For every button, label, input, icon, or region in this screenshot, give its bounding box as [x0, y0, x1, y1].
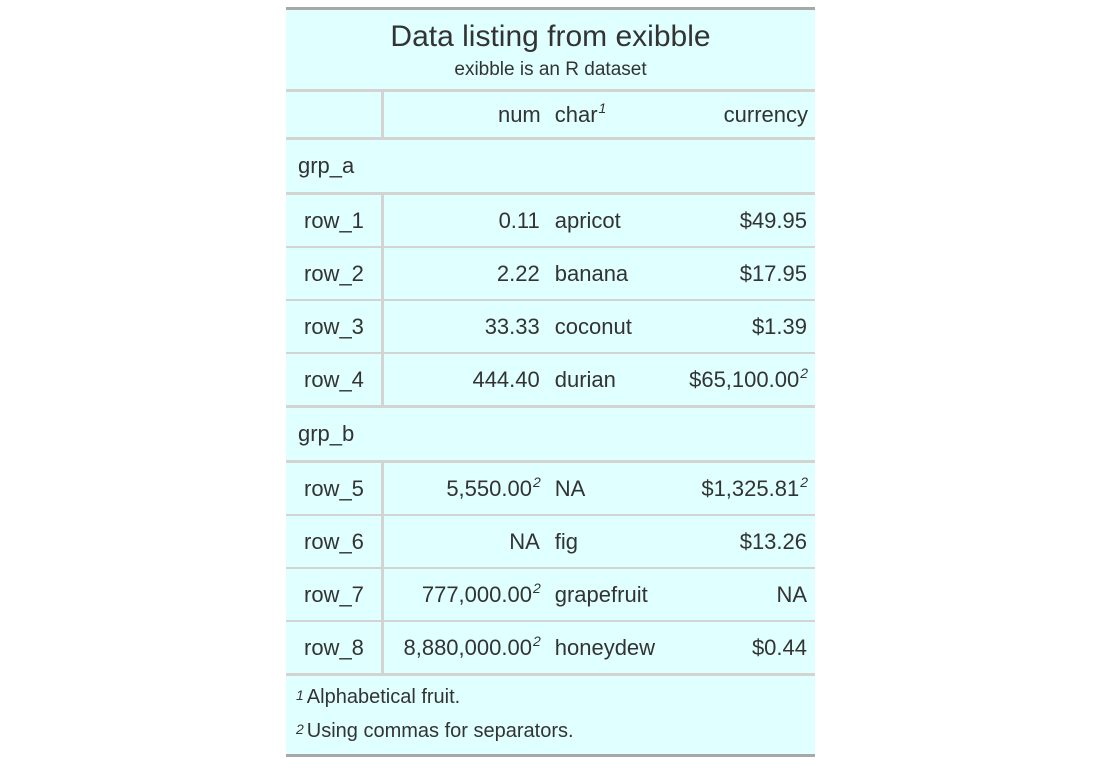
cell-char-value: banana — [554, 260, 629, 286]
stub-header — [286, 91, 383, 139]
cell-char — [548, 300, 672, 353]
table-body — [286, 139, 815, 675]
row-stub-value: row_2 — [304, 260, 364, 286]
data-table-container — [286, 7, 815, 757]
row-group-header — [286, 139, 815, 194]
footnote — [296, 676, 805, 713]
cell-currency-value: $13.26 — [739, 528, 807, 554]
cell-num-value: 8,880,000.00 — [403, 634, 532, 660]
table-row — [286, 568, 815, 621]
table-row — [286, 300, 815, 353]
table-title: Data listing from exibble — [390, 20, 711, 53]
row-stub — [286, 568, 383, 621]
cell-char — [548, 515, 672, 568]
table-row — [286, 515, 815, 568]
data-table — [286, 7, 815, 757]
cell-currency-value: $0.44 — [751, 634, 807, 660]
table-row — [286, 194, 815, 248]
row-stub — [286, 621, 383, 675]
cell-char — [548, 194, 672, 248]
cell-char — [548, 568, 672, 621]
cell-char-value: durian — [554, 366, 616, 392]
row-stub-value: row_4 — [304, 366, 364, 392]
cell-currency — [671, 247, 815, 300]
cell-currency-value: $65,100.00 — [689, 366, 800, 392]
row-group-header — [286, 407, 815, 462]
footnote-mark: 2 — [532, 632, 541, 649]
cell-num — [383, 300, 548, 353]
cell-num — [383, 247, 548, 300]
table-row — [286, 462, 815, 516]
cell-char-value: honeydew — [554, 634, 656, 660]
row-stub — [286, 353, 383, 407]
table-row — [286, 353, 815, 407]
cell-currency-value: NA — [776, 581, 807, 607]
table-row — [286, 621, 815, 675]
cell-num — [383, 515, 548, 568]
cell-currency-value: $17.95 — [739, 260, 807, 286]
cell-char — [548, 353, 672, 407]
row-stub-value: row_5 — [304, 475, 364, 501]
table-subtitle: exibble is an R dataset — [454, 59, 647, 80]
column-header-currency — [671, 91, 815, 139]
row-stub-value: row_3 — [304, 313, 364, 339]
cell-num-value: 2.22 — [496, 260, 540, 286]
row-stub-value: row_7 — [304, 581, 364, 607]
footnote-mark: 2 — [532, 579, 541, 596]
footnote-text: Alphabetical fruit. — [306, 686, 461, 708]
cell-num-value: 0.11 — [498, 207, 540, 233]
cell-char — [548, 621, 672, 675]
cell-num-value: NA — [509, 528, 540, 554]
cell-currency-value: $49.95 — [739, 207, 807, 233]
row-stub — [286, 247, 383, 300]
cell-currency — [671, 300, 815, 353]
cell-currency-value: $1,325.81 — [701, 475, 800, 501]
cell-num — [383, 621, 548, 675]
column-header-label: char — [554, 101, 598, 127]
row-stub — [286, 515, 383, 568]
cell-char — [548, 247, 672, 300]
footnote-text: Using commas for separators. — [306, 720, 574, 742]
cell-currency — [671, 462, 815, 516]
column-header-row — [286, 91, 815, 139]
footnote-symbol: 1 — [296, 687, 304, 703]
cell-char-value: apricot — [554, 207, 621, 233]
cell-char-value: coconut — [554, 313, 632, 339]
column-header-char — [548, 91, 672, 139]
row-group-label: grp_b — [286, 407, 815, 462]
cell-currency — [671, 621, 815, 675]
cell-num — [383, 568, 548, 621]
cell-currency — [671, 515, 815, 568]
footnote-symbol: 2 — [296, 721, 304, 737]
row-stub-value: row_6 — [304, 528, 364, 554]
cell-currency — [671, 568, 815, 621]
cell-num-value: 777,000.00 — [421, 581, 532, 607]
row-stub — [286, 462, 383, 516]
column-header-num — [383, 91, 548, 139]
cell-char-value: grapefruit — [554, 581, 648, 607]
footnote-mark: 2 — [800, 473, 808, 490]
row-stub — [286, 194, 383, 248]
footnote — [296, 713, 805, 754]
footnote-mark: 2 — [800, 364, 808, 381]
cell-num-value: 444.40 — [472, 366, 540, 392]
cell-currency — [671, 353, 815, 407]
cell-char-value: fig — [554, 528, 578, 554]
cell-currency-value: $1.39 — [751, 313, 807, 339]
footnotes-cell — [286, 675, 815, 756]
table-row — [286, 247, 815, 300]
cell-num — [383, 194, 548, 248]
footnotes-row — [286, 675, 815, 756]
cell-char — [548, 462, 672, 516]
row-stub-value: row_8 — [304, 634, 364, 660]
cell-currency — [671, 194, 815, 248]
row-group-label: grp_a — [286, 139, 815, 194]
cell-num — [383, 462, 548, 516]
cell-num — [383, 353, 548, 407]
column-header-label: num — [497, 101, 541, 127]
cell-char-value: NA — [554, 475, 586, 501]
row-stub — [286, 300, 383, 353]
column-header-label: currency — [723, 101, 808, 127]
table-heading — [286, 9, 815, 91]
footnote-mark: 1 — [598, 99, 607, 116]
cell-num-value: 5,550.00 — [446, 475, 532, 501]
footnote-mark: 2 — [532, 473, 541, 490]
cell-num-value: 33.33 — [484, 313, 540, 339]
row-stub-value: row_1 — [304, 207, 364, 233]
heading-cell — [286, 9, 815, 91]
